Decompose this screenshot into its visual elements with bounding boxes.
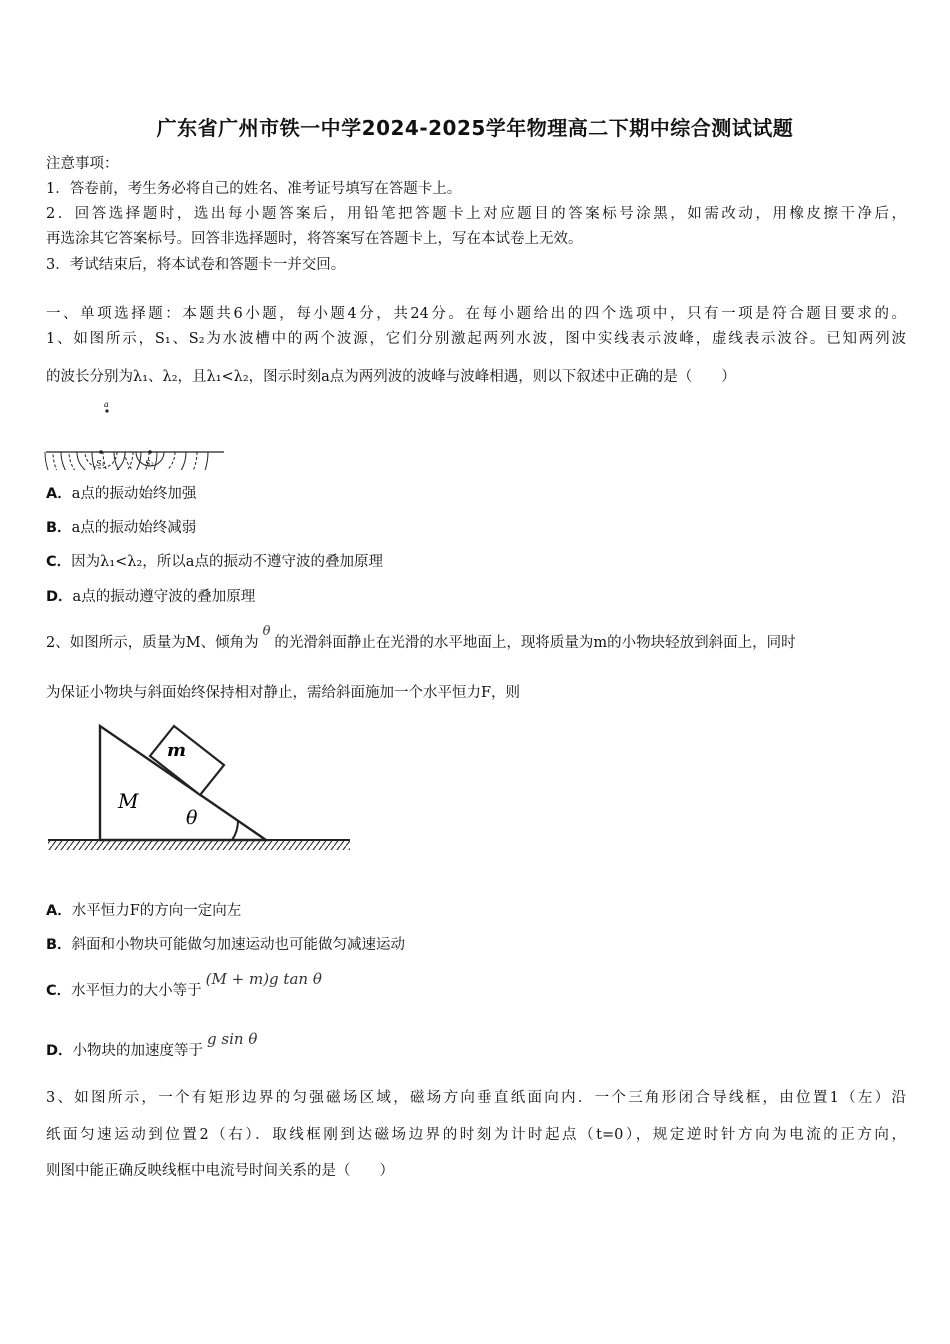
s1-point <box>99 450 103 454</box>
option-text: a点的振动始终加强 <box>71 486 197 502</box>
notice-item-2-cont: 再选涂其它答案标号。回答非选择题时，将答案写在答题卡上，写在本试卷上无效。 <box>46 231 583 247</box>
q2-option-a <box>46 899 241 920</box>
q2-stem-line2: 为保证小物块与斜面始终保持相对静止，需给斜面施加一个水平恒力F，则 <box>46 685 521 701</box>
option-label: C． <box>46 983 72 999</box>
q3-stem-line3: 则图中能正确反映线框中电流号时间关系的是（ ） <box>46 1163 394 1179</box>
q1-stem-line2: 的波长分别为λ₁、λ₂，且λ₁<λ₂，图示时刻a点为两列波的波峰与波峰相遇，则以下叙述中正确的是（ ） <box>46 369 736 385</box>
q1-option-a <box>46 482 196 503</box>
label-m: m <box>167 740 187 761</box>
notice-item-1: 1．答卷前，考生务必将自己的姓名、准考证号填写在答题卡上。 <box>46 181 462 197</box>
notice-item-3: 3．考试结束后，将本试卷和答题卡一并交回。 <box>46 257 346 273</box>
option-text: 小物块的加速度等于 <box>72 1043 204 1059</box>
q2-stem-part1: 2、如图所示，质量为M、倾角为 <box>46 635 259 651</box>
option-text: 斜面和小物块可能做匀加速运动也可能做匀减速运动 <box>71 937 406 953</box>
section-1-heading: 一、单项选择题：本题共6小题，每小题4分，共24分。在每小题给出的四个选项中，只有一项是符合题目要求的。 <box>46 306 906 322</box>
option-label: B． <box>46 520 72 536</box>
angle-arc <box>232 820 238 840</box>
q2-incline-figure <box>46 718 356 858</box>
formula-acceleration: g sin θ <box>207 1030 258 1048</box>
q2-stem-line1 <box>46 624 796 652</box>
option-text: a点的振动遵守波的叠加原理 <box>72 589 256 605</box>
label-s1: S₁ <box>96 459 105 468</box>
label-a: a <box>104 400 109 409</box>
option-label: D． <box>46 589 73 605</box>
page-title: 广东省广州市铁一中学2024-2025学年物理高二下期中综合测试试题 <box>156 116 794 140</box>
option-text: 水平恒力F的方向一定向左 <box>71 903 242 919</box>
q1-option-d <box>46 585 255 606</box>
a-point <box>105 409 108 412</box>
option-text: a点的振动始终减弱 <box>71 520 197 536</box>
q1-stem-line1: 1、如图所示，S₁、S₂为水波槽中的两个波源，它们分别激起两列水波，图中实线表示波峰，虚线表示波谷。已知两列波 <box>46 331 906 347</box>
option-text: 因为λ₁<λ₂，所以a点的振动不遵守波的叠加原理 <box>71 554 383 570</box>
ground-hatching <box>48 840 350 850</box>
label-theta: θ <box>186 807 198 829</box>
option-label: D． <box>46 1043 73 1059</box>
q2-stem-part2: 的光滑斜面静止在光滑的水平地面上，现将质量为m的小物块轻放到斜面上，同时 <box>274 635 796 651</box>
formula-force: (M + m)g tan θ <box>205 970 322 988</box>
s2-point <box>148 450 152 454</box>
theta-symbol: θ <box>262 624 271 639</box>
option-label: A． <box>46 903 72 919</box>
q1-option-b <box>46 516 196 537</box>
label-s2: S₂ <box>145 459 154 468</box>
q2-option-c <box>46 970 322 1000</box>
option-label: B． <box>46 937 72 953</box>
q2-option-d <box>46 1030 258 1060</box>
q3-stem-line1: 3、如图所示，一个有矩形边界的匀强磁场区域，磁场方向垂直纸面向内．一个三角形闭合导线框，由位置1（左）沿 <box>46 1090 906 1106</box>
q1-option-c <box>46 550 383 571</box>
option-label: C． <box>46 554 72 570</box>
block-m <box>150 726 224 795</box>
q3-stem-line2: 纸面匀速运动到位置2（右）．取线框刚到达磁场边界的时刻为计时起点（t=0），规定逆时针方向为电流的正方向， <box>46 1127 906 1143</box>
q2-option-b <box>46 933 405 954</box>
label-M: M <box>118 789 139 813</box>
notice-item-2: 2．回答选择题时，选出每小题答案后，用铅笔把答题卡上对应题目的答案标号涂黑，如需改动，用橡皮擦干净后， <box>46 206 906 222</box>
option-text: 水平恒力的大小等于 <box>71 983 202 999</box>
q1-wave-figure <box>44 396 226 470</box>
notice-heading: 注意事项： <box>46 156 119 172</box>
option-label: A． <box>46 486 72 502</box>
